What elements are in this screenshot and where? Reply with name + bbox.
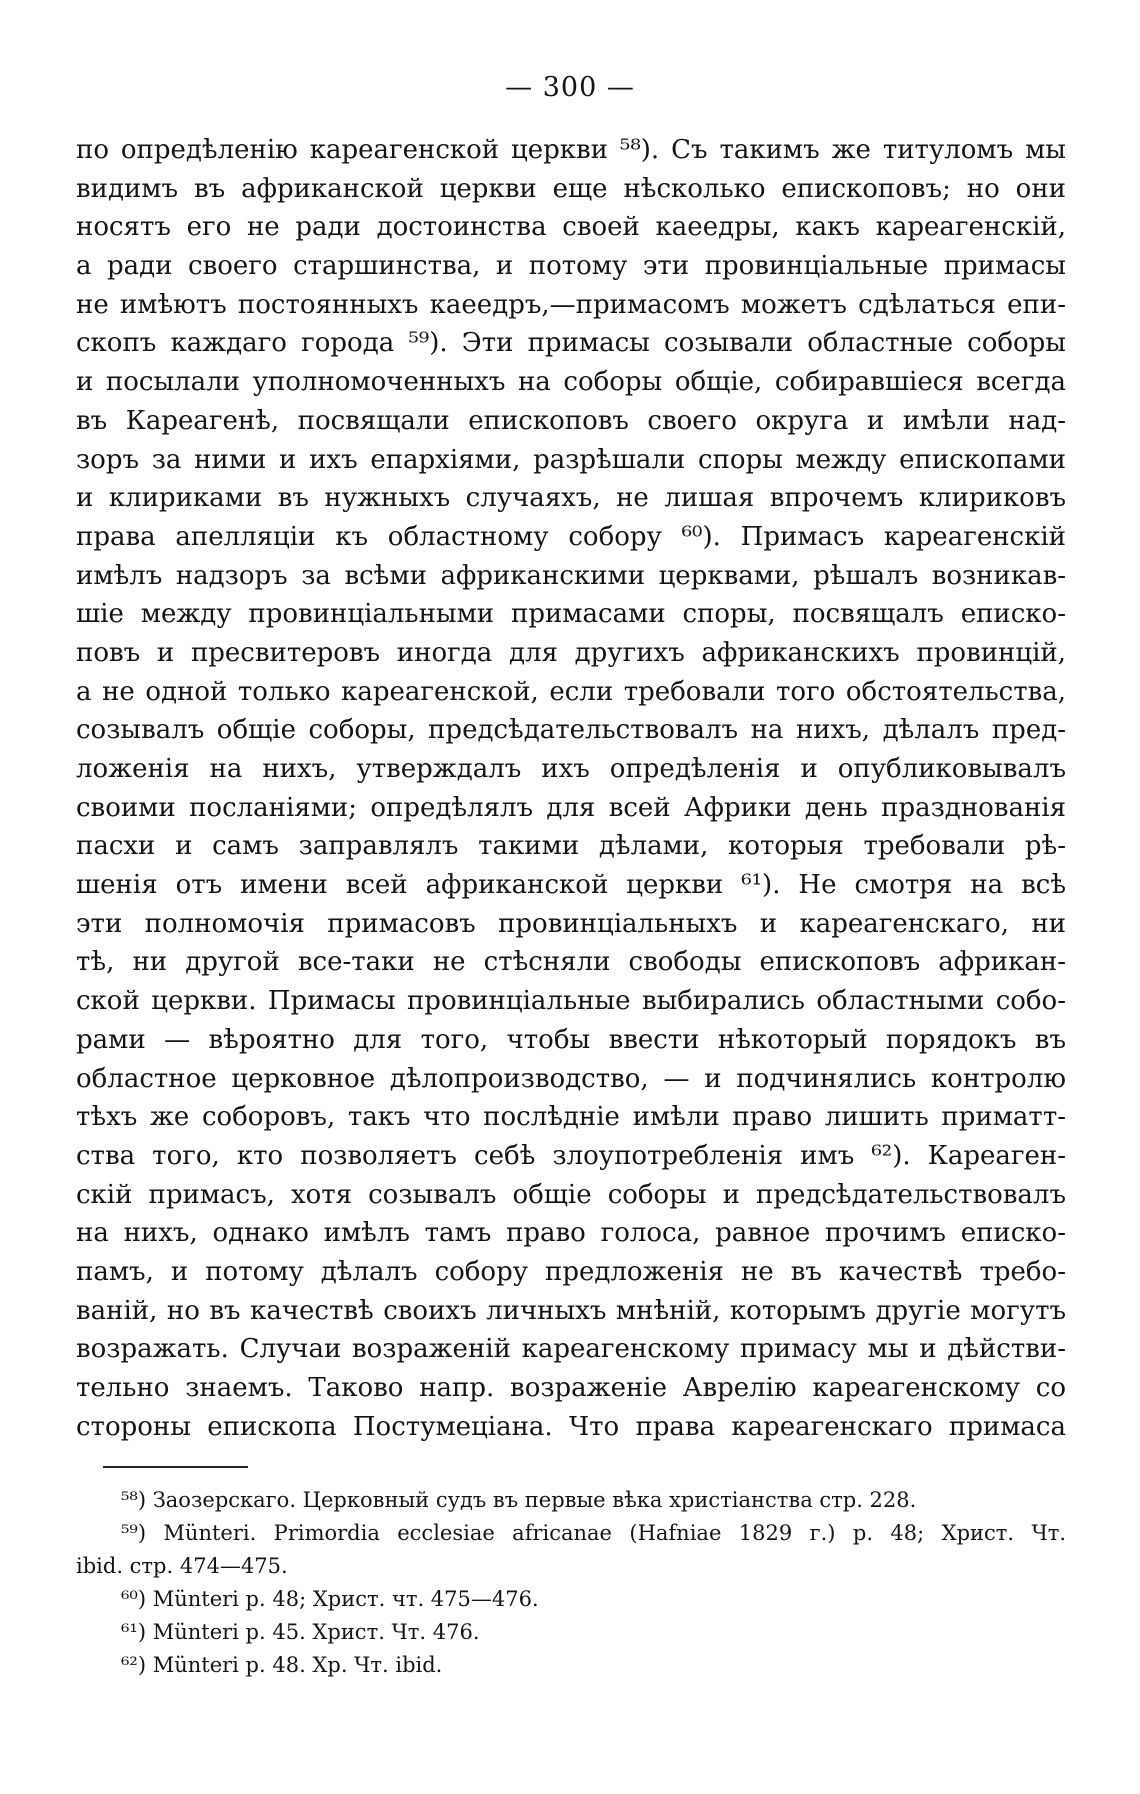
text-line: пасхи и самъ заправлялъ такими дѣлами, которыя требовали рѣ- (76, 831, 1066, 862)
text-line: областное церковное дѣлопроизводство, — и подчинялись контролю (76, 1063, 1066, 1094)
text-line: ваній, но въ качествѣ своихъ личныхъ мнѣній, которымъ другіе могутъ (76, 1295, 1066, 1326)
text-line: зоръ за ними и ихъ епархіями, разрѣшали споры между епископами (76, 444, 1066, 475)
text-line: а не одной только кареагенской, если требовали того обстоятельства, (76, 676, 1066, 707)
text-line: возражать. Случаи возраженій кареагенскому примасу мы и дѣйстви- (76, 1334, 1066, 1365)
text-line: права апелляціи къ областному собору ⁶⁰). Примасъ кареагенскій (76, 521, 1066, 552)
text-line: скій примасъ, хотя созывалъ общіе соборы и предсѣдательствовалъ (76, 1179, 1066, 1210)
footnote: ⁵⁸) Заозерскаго. Церковный судъ въ первые вѣка христіанства стр. 228. (121, 1488, 917, 1512)
text-line: своими посланіями; опредѣлялъ для всей Африки день празднованія (76, 792, 1066, 823)
text-line: тѣ, ни другой все-таки не стѣсняли свободы епископовъ африкан- (76, 947, 1066, 978)
text-line: скопъ каждаго города ⁵⁹). Эти примасы созывали областные соборы (76, 328, 1066, 359)
text-line: а ради своего старшинства, и потому эти провинціальные примасы (76, 251, 1066, 282)
text-line: по опредѣленію кареагенской церкви ⁵⁸). Съ такимъ же титуломъ мы (76, 135, 1066, 165)
footnote: ⁶⁰) Münteri р. 48; Христ. чт. 475—476. (121, 1587, 539, 1611)
text-line: и посылали уполномоченныхъ на соборы общіе, собиравшіеся всегда (76, 367, 1066, 398)
text-line: шіе между провинціальными примасами споры, посвящалъ еписко- (76, 599, 1066, 630)
footnote-continuation: ibid. стр. 474—475. (76, 1554, 288, 1578)
text-line: видимъ въ африканской церкви еще нѣсколько епископовъ; но они (76, 173, 1066, 204)
text-line: на нихъ, однако имѣлъ тамъ право голоса, равное прочимъ еписко- (76, 1218, 1066, 1249)
footnotes (76, 1484, 1066, 1682)
footnote-divider (103, 1466, 248, 1468)
footnote: ⁵⁹) Münteri. Primordia ecclesiae africanae (Hafniae 1829 г.) р. 48; Христ. Чт. (121, 1521, 1066, 1545)
page-number: — 300 — (505, 72, 635, 103)
text-line: созывалъ общіе соборы, предсѣдательствовалъ на нихъ, дѣлалъ пред- (76, 715, 1066, 746)
text-line: въ Кареагенѣ, посвящали епископовъ своего округа и имѣли над- (76, 405, 1066, 436)
text-line: ложенія на нихъ, утверждалъ ихъ опредѣленія и опубликовывалъ (76, 754, 1066, 784)
text-line: шенія отъ имени всей африканской церкви ⁶¹). Не смотря на всѣ (76, 870, 1066, 901)
text-line: эти полномочія примасовъ провинціальныхъ и кареагенскаго, ни (76, 908, 1066, 939)
text-line: и клириками въ нужныхъ случаяхъ, не лишая впрочемъ клириковъ (76, 483, 1066, 514)
footnote: ⁶¹) Münteri р. 45. Христ. Чт. 476. (121, 1620, 480, 1644)
text-line: ской церкви. Примасы провинціальные выбирались областными собо- (76, 986, 1066, 1017)
text-line: имѣлъ надзоръ за всѣми африканскими церквами, рѣшалъ возникав- (76, 560, 1066, 591)
text-line: ства того, кто позволяетъ себѣ злоупотребленія имъ ⁶²). Кареаген- (76, 1140, 1066, 1171)
text-line: тѣхъ же соборовъ, такъ что послѣдніе имѣли право лишить приматт- (76, 1102, 1066, 1133)
footnote: ⁶²) Münteri р. 48. Хр. Чт. ibid. (121, 1653, 443, 1677)
text-line: стороны епископа Постумеціана. Что права кареагенскаго примаса (76, 1411, 1066, 1442)
main-text (76, 131, 1066, 1446)
text-line: не имѣютъ постоянныхъ каеедръ,—примасомъ можетъ сдѣлаться епи- (76, 289, 1066, 320)
text-line: памъ, и потому дѣлалъ собору предложенія не въ качествѣ требо- (76, 1256, 1066, 1287)
text-line: носятъ его не ради достоинства своей каеедры, какъ кареагенскій, (76, 212, 1066, 243)
text-line: рами — вѣроятно для того, чтобы ввести нѣкоторый порядокъ въ (76, 1024, 1066, 1055)
text-line: повъ и пресвитеровъ иногда для другихъ африканскихъ провинцій, (76, 637, 1066, 668)
text-line: тельно знаемъ. Таково напр. возраженіе Аврелію кареагенскому со (76, 1373, 1066, 1403)
